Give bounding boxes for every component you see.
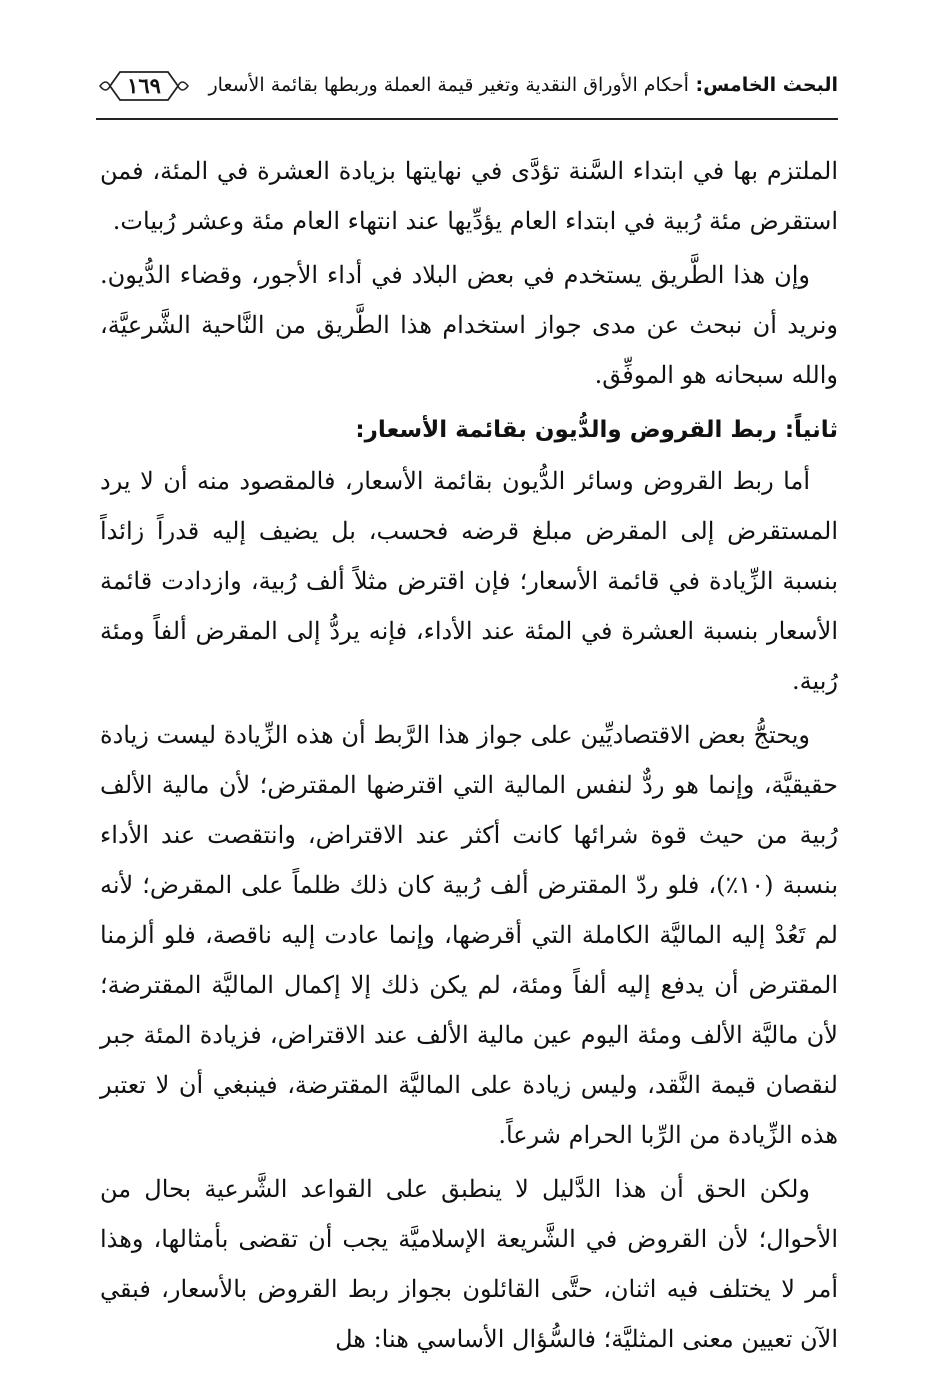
header-chapter-title: أحكام الأوراق النقدية وتغير قيمة العملة وربطها بقائمة الأسعار: [208, 74, 689, 96]
paragraph: أما ربط القروض وسائر الدُّيون بقائمة الأسعار، فالمقصود منه أن لا يرد المستقرض إلى المقرض مبلغ قرضه فحسب، بل يضيف إليه قدراً زائداً بنسبة الزِّيادة في قائمة الأسعار؛ فإن اقترض مثلاً ألف رُبية، وازدادت قائمة الأسعار بنسبة العشرة في المئة عند الأداء، فإنه يردُّ إلى المقرض ألفاً ومئة رُبية.: [100, 467, 838, 695]
running-header: [96, 62, 838, 114]
paragraph: ويحتجُّ بعض الاقتصاديِّين على جواز هذا الرَّبط أن هذه الزِّيادة ليست زيادة حقيقيَّة، وإنما هو ردٌّ لنفس المالية التي اقترضها المقترض؛ لأن مالية الألف رُبية من حيث قوة شرائها كانت أكثر عند الاقتراض، وانتقصت عند الأداء بنسبة (١٠٪)، فلو ردّ المقترض ألف رُبية كان ذلك ظلماً على المقرض؛ لأنه لم تَعُدْ إليه الماليَّة الكاملة التي أقرضها، وإنما عادت إليه ناقصة، فلو ألزمنا المقترض أن يدفع إليه ألفاً ومئة، لم يكن ذلك إلا إكمال الماليَّة المقترضة؛ لأن ماليَّة الألف ومئة اليوم عين مالية الألف عند الاقتراض، فزيادة المئة جبر لنقصان قيمة النَّقد، وليس زيادة على الماليَّة المقترضة، فينبغي أن لا تعتبر هذه الزِّيادة من الرِّبا الحرام شرعاً.: [100, 721, 839, 1149]
scan-mark: [6, 396, 7, 397]
paragraph: الملتزم بها في ابتداء السَّنة تؤدَّى في نهايتها بزيادة العشرة في المئة، فمن استقرض مئة رُبية في ابتداء العام يؤدِّيها عند انتهاء العام مئة وعشر رُبيات.: [100, 157, 838, 235]
header-divider: [96, 118, 838, 120]
main-text: [100, 146, 838, 1368]
paragraph: ولكن الحق أن هذا الدَّليل لا ينطبق على القواعد الشَّرعية بحال من الأحوال؛ لأن القروض في الشَّريعة الإسلاميَّة يجب أن تقضى بأمثالها، وهذا أمر لا يختلف فيه اثنان، حتَّى القائلون بجواز ربط القروض بالأسعار، فبقي الآن تعيين معنى المثليَّة؛ فالسُّؤال الأساسي هنا: هل: [100, 1175, 838, 1353]
header-chapter-label: البحث الخامس:: [695, 74, 838, 96]
paragraph: وإن هذا الطَّريق يستخدم في بعض البلاد في أداء الأجور، وقضاء الدُّيون. ونريد أن نبحث عن مدى جواز استخدام هذا الطَّريق من النَّاحية الشَّرعيَّة، والله سبحانه هو الموفِّق.: [100, 261, 838, 389]
page-number-ornament: [96, 66, 192, 106]
page-number: ١٦٩: [127, 73, 161, 98]
section-heading: ثانياً: ربط القروض والدُّيون بقائمة الأسعار:: [355, 417, 838, 443]
header-title: [209, 74, 839, 96]
